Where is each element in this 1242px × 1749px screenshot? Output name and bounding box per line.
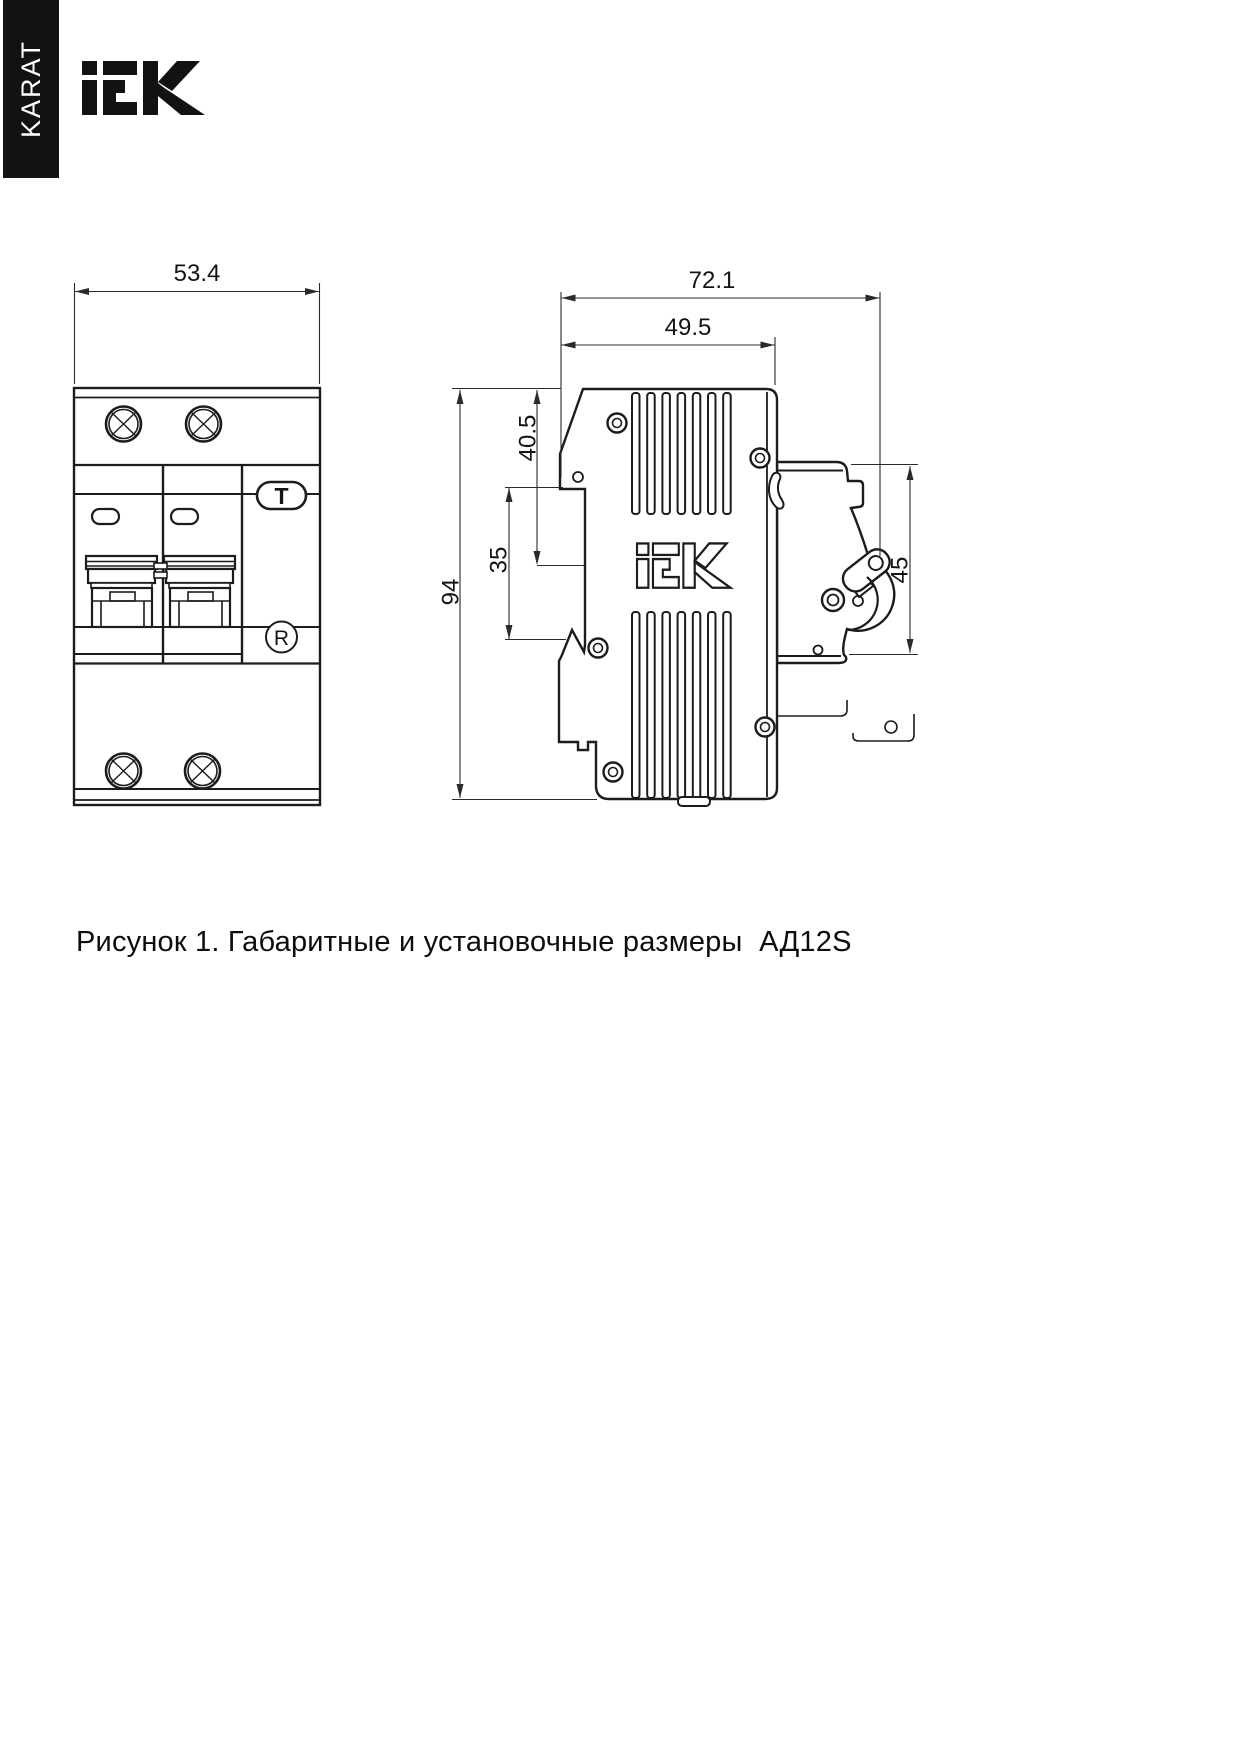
dim-label-53-4: 53.4 bbox=[173, 260, 221, 287]
dimension-body-depth bbox=[561, 314, 775, 385]
screw-terminal-icon bbox=[106, 407, 141, 442]
rivet-icon bbox=[608, 414, 627, 433]
figure-caption: Рисунок 1. Габаритные и установочные размеры АД12S bbox=[76, 926, 852, 958]
rivet-icon bbox=[589, 639, 608, 658]
iek-logo bbox=[82, 61, 205, 115]
rivet-icon bbox=[751, 449, 770, 468]
bottom-boss bbox=[678, 797, 710, 806]
dim-label-45: 45 bbox=[886, 556, 914, 584]
dimension-rail-slot bbox=[485, 488, 566, 640]
lower-bracket bbox=[777, 700, 847, 716]
side-view bbox=[559, 389, 914, 806]
toggle-handle bbox=[164, 556, 235, 627]
handle-tie bbox=[154, 572, 167, 578]
rivet-icon bbox=[756, 718, 775, 737]
test-button bbox=[257, 482, 306, 509]
indicator-slot bbox=[171, 509, 198, 524]
dim-label-49-5: 49.5 bbox=[664, 314, 712, 341]
test-button-label: T bbox=[274, 483, 289, 509]
screw-terminal-icon bbox=[106, 754, 141, 789]
hook-pin-hole bbox=[885, 721, 897, 733]
reset-mark bbox=[266, 622, 297, 653]
indicator-slot bbox=[92, 509, 119, 524]
dim-label-40-5: 40.5 bbox=[514, 414, 542, 462]
vent-slats-top bbox=[632, 393, 731, 514]
dim-label-94: 94 bbox=[437, 578, 465, 606]
handle-tie bbox=[154, 563, 167, 569]
front-view bbox=[74, 388, 320, 805]
reset-mark-label: R bbox=[273, 627, 290, 650]
rivet-icon bbox=[604, 763, 623, 782]
toggle-handle bbox=[86, 556, 157, 627]
screw-terminal-icon bbox=[186, 407, 221, 442]
dim-label-35: 35 bbox=[485, 546, 513, 574]
dim-label-72-1: 72.1 bbox=[688, 267, 736, 294]
lower-hook bbox=[853, 714, 914, 741]
karat-vertical-label: KARAT bbox=[15, 39, 46, 138]
dimension-front-width bbox=[75, 260, 320, 384]
screw-terminal-icon bbox=[185, 754, 220, 789]
vent-slats-bottom bbox=[632, 612, 731, 798]
